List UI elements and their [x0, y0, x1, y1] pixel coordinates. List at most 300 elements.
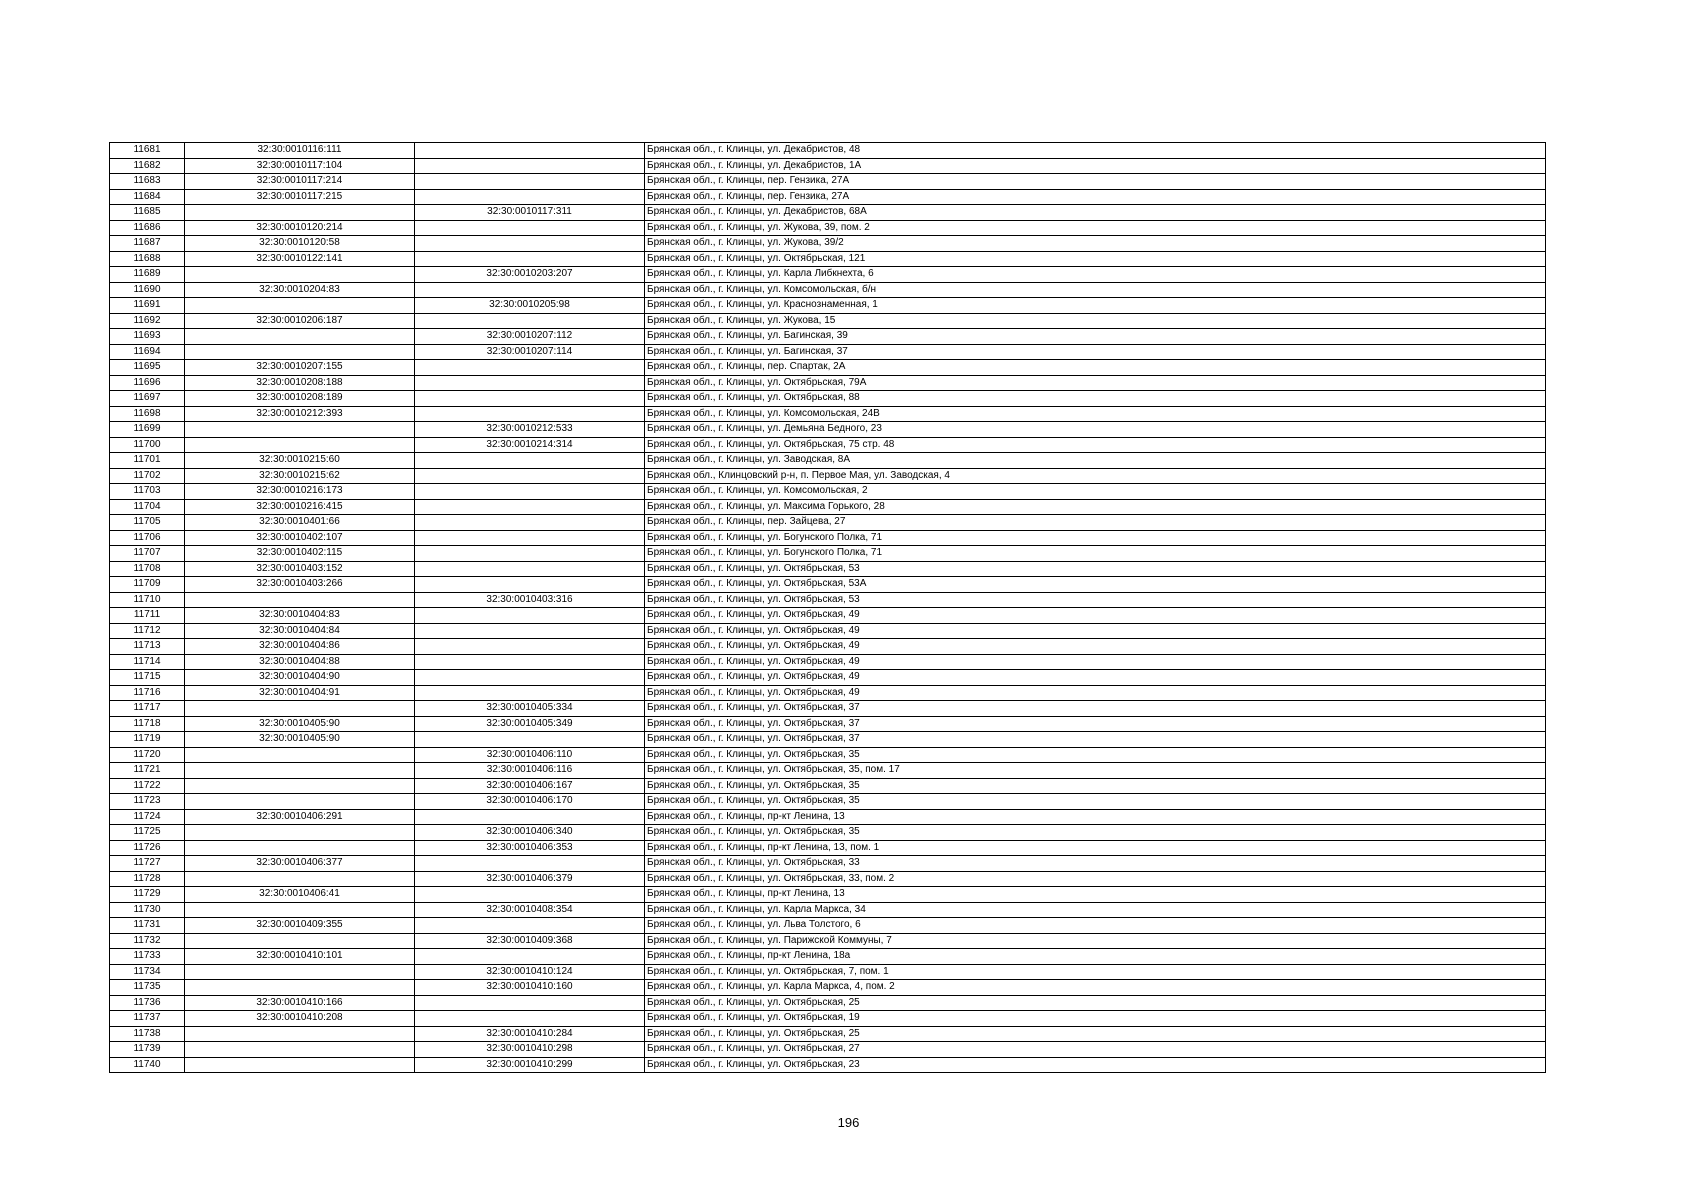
row-number-cell: 11733 — [110, 949, 185, 965]
cadastral-number-cell: 32:30:0010404:91 — [185, 685, 415, 701]
table-row — [110, 329, 1546, 345]
row-number-cell: 11686 — [110, 220, 185, 236]
address-cell: Брянская обл., г. Клинцы, ул. Октябрьская, 49 — [645, 623, 1546, 639]
table-row — [110, 1011, 1546, 1027]
row-number-cell: 11711 — [110, 608, 185, 624]
cadastral-number-secondary-cell: 32:30:0010410:160 — [415, 980, 645, 996]
table-row — [110, 670, 1546, 686]
cadastral-number-cell — [185, 747, 415, 763]
cadastral-number-cell: 32:30:0010117:215 — [185, 189, 415, 205]
address-cell: Брянская обл., г. Клинцы, ул. Октябрьская, 7, пом. 1 — [645, 964, 1546, 980]
row-number-cell: 11721 — [110, 763, 185, 779]
address-cell: Брянская обл., г. Клинцы, ул. Октябрьская, 49 — [645, 608, 1546, 624]
table-row — [110, 809, 1546, 825]
row-number-cell: 11700 — [110, 437, 185, 453]
row-number-cell: 11713 — [110, 639, 185, 655]
cadastral-number-secondary-cell: 32:30:0010410:299 — [415, 1057, 645, 1073]
address-cell: Брянская обл., г. Клинцы, ул. Октябрьская, 79А — [645, 375, 1546, 391]
row-number-cell: 11730 — [110, 902, 185, 918]
cadastral-number-secondary-cell — [415, 468, 645, 484]
table-row — [110, 887, 1546, 903]
cadastral-number-secondary-cell — [415, 484, 645, 500]
row-number-cell: 11709 — [110, 577, 185, 593]
address-cell: Брянская обл., г. Клинцы, ул. Заводская, 8А — [645, 453, 1546, 469]
cadastral-number-cell: 32:30:0010207:155 — [185, 360, 415, 376]
table-row — [110, 933, 1546, 949]
cadastral-number-secondary-cell — [415, 577, 645, 593]
row-number-cell: 11691 — [110, 298, 185, 314]
row-number-cell: 11687 — [110, 236, 185, 252]
table-row — [110, 840, 1546, 856]
row-number-cell: 11690 — [110, 282, 185, 298]
row-number-cell: 11728 — [110, 871, 185, 887]
cadastral-number-secondary-cell: 32:30:0010403:316 — [415, 592, 645, 608]
cadastral-number-cell: 32:30:0010406:291 — [185, 809, 415, 825]
table-row — [110, 856, 1546, 872]
cadastral-number-cell: 32:30:0010405:90 — [185, 716, 415, 732]
address-cell: Брянская обл., г. Клинцы, ул. Октябрьская, 33 — [645, 856, 1546, 872]
cadastral-number-cell: 32:30:0010117:104 — [185, 158, 415, 174]
cadastral-number-secondary-cell — [415, 1011, 645, 1027]
address-cell: Брянская обл., г. Клинцы, ул. Жукова, 39/2 — [645, 236, 1546, 252]
table-row — [110, 344, 1546, 360]
cadastral-number-cell: 32:30:0010208:188 — [185, 375, 415, 391]
table-row — [110, 608, 1546, 624]
table-row — [110, 964, 1546, 980]
table-row — [110, 313, 1546, 329]
cadastral-number-secondary-cell — [415, 887, 645, 903]
cadastral-number-cell — [185, 1057, 415, 1073]
cadastral-number-secondary-cell — [415, 143, 645, 159]
table-row — [110, 1026, 1546, 1042]
table-row — [110, 825, 1546, 841]
address-cell: Брянская обл., г. Клинцы, пер. Гензика, 27А — [645, 189, 1546, 205]
row-number-cell: 11731 — [110, 918, 185, 934]
row-number-cell: 11722 — [110, 778, 185, 794]
row-number-cell: 11705 — [110, 515, 185, 531]
cadastral-number-cell: 32:30:0010404:90 — [185, 670, 415, 686]
address-cell: Брянская обл., г. Клинцы, ул. Краснознаменная, 1 — [645, 298, 1546, 314]
address-cell: Брянская обл., г. Клинцы, пр-кт Ленина, 13, пом. 1 — [645, 840, 1546, 856]
cadastral-number-secondary-cell — [415, 499, 645, 515]
row-number-cell: 11692 — [110, 313, 185, 329]
row-number-cell: 11716 — [110, 685, 185, 701]
cadastral-number-secondary-cell: 32:30:0010410:284 — [415, 1026, 645, 1042]
address-cell: Брянская обл., г. Клинцы, ул. Богунского Полка, 71 — [645, 530, 1546, 546]
address-cell: Брянская обл., г. Клинцы, ул. Декабристов, 68А — [645, 205, 1546, 221]
row-number-cell: 11724 — [110, 809, 185, 825]
table-row — [110, 763, 1546, 779]
row-number-cell: 11735 — [110, 980, 185, 996]
cadastral-number-cell — [185, 902, 415, 918]
cadastral-number-cell — [185, 205, 415, 221]
cadastral-number-cell: 32:30:0010204:83 — [185, 282, 415, 298]
address-cell: Брянская обл., г. Клинцы, ул. Демьяна Бедного, 23 — [645, 422, 1546, 438]
cadastral-number-cell — [185, 871, 415, 887]
row-number-cell: 11689 — [110, 267, 185, 283]
address-cell: Брянская обл., г. Клинцы, ул. Октябрьская, 53 — [645, 592, 1546, 608]
address-cell: Брянская обл., г. Клинцы, пр-кт Ленина, 13 — [645, 809, 1546, 825]
table-row — [110, 282, 1546, 298]
row-number-cell: 11725 — [110, 825, 185, 841]
table-row — [110, 732, 1546, 748]
table-row — [110, 577, 1546, 593]
table-row — [110, 406, 1546, 422]
cadastral-number-cell: 32:30:0010405:90 — [185, 732, 415, 748]
table-row — [110, 205, 1546, 221]
cadastral-number-secondary-cell — [415, 670, 645, 686]
cadastral-number-cell — [185, 933, 415, 949]
cadastral-number-secondary-cell — [415, 918, 645, 934]
address-cell: Брянская обл., г. Клинцы, ул. Парижской Коммуны, 7 — [645, 933, 1546, 949]
row-number-cell: 11688 — [110, 251, 185, 267]
address-cell: Брянская обл., г. Клинцы, ул. Декабристов, 48 — [645, 143, 1546, 159]
table-row — [110, 174, 1546, 190]
table-row — [110, 701, 1546, 717]
cadastral-number-cell — [185, 1042, 415, 1058]
cadastral-number-secondary-cell: 32:30:0010214:314 — [415, 437, 645, 453]
cadastral-number-cell: 32:30:0010406:41 — [185, 887, 415, 903]
cadastral-number-secondary-cell — [415, 313, 645, 329]
address-cell: Брянская обл., г. Клинцы, ул. Льва Толстого, 6 — [645, 918, 1546, 934]
cadastral-number-secondary-cell — [415, 375, 645, 391]
cadastral-number-secondary-cell: 32:30:0010409:368 — [415, 933, 645, 949]
cadastral-number-secondary-cell — [415, 236, 645, 252]
cadastral-number-secondary-cell — [415, 995, 645, 1011]
table-row — [110, 654, 1546, 670]
address-cell: Брянская обл., г. Клинцы, ул. Богунского Полка, 71 — [645, 546, 1546, 562]
cadastral-number-secondary-cell — [415, 220, 645, 236]
address-cell: Брянская обл., г. Клинцы, ул. Октябрьская, 37 — [645, 701, 1546, 717]
table-row — [110, 220, 1546, 236]
address-cell: Брянская обл., г. Клинцы, ул. Багинская, 37 — [645, 344, 1546, 360]
cadastral-number-secondary-cell: 32:30:0010207:112 — [415, 329, 645, 345]
cadastral-number-secondary-cell — [415, 732, 645, 748]
row-number-cell: 11704 — [110, 499, 185, 515]
cadastral-number-cell: 32:30:0010215:62 — [185, 468, 415, 484]
registry-table-body — [110, 143, 1546, 1073]
cadastral-number-secondary-cell: 32:30:0010406:379 — [415, 871, 645, 887]
cadastral-number-cell: 32:30:0010122:141 — [185, 251, 415, 267]
cadastral-number-cell — [185, 1026, 415, 1042]
cadastral-number-secondary-cell: 32:30:0010410:124 — [415, 964, 645, 980]
table-row — [110, 871, 1546, 887]
cadastral-number-secondary-cell — [415, 453, 645, 469]
row-number-cell: 11706 — [110, 530, 185, 546]
address-cell: Брянская обл., г. Клинцы, ул. Октябрьская, 49 — [645, 670, 1546, 686]
cadastral-number-cell — [185, 794, 415, 810]
address-cell: Брянская обл., г. Клинцы, ул. Октябрьская, 49 — [645, 639, 1546, 655]
cadastral-number-secondary-cell — [415, 174, 645, 190]
address-cell: Брянская обл., г. Клинцы, ул. Октябрьская, 35 — [645, 778, 1546, 794]
address-cell: Брянская обл., г. Клинцы, ул. Октябрьская, 37 — [645, 716, 1546, 732]
address-cell: Брянская обл., г. Клинцы, пер. Гензика, 27А — [645, 174, 1546, 190]
table-row — [110, 592, 1546, 608]
cadastral-number-cell: 32:30:0010402:115 — [185, 546, 415, 562]
table-row — [110, 158, 1546, 174]
table-row — [110, 561, 1546, 577]
cadastral-number-secondary-cell — [415, 949, 645, 965]
table-row — [110, 1057, 1546, 1073]
table-row — [110, 422, 1546, 438]
page-number: 196 — [837, 1115, 860, 1130]
cadastral-number-cell — [185, 329, 415, 345]
row-number-cell: 11703 — [110, 484, 185, 500]
cadastral-number-cell — [185, 840, 415, 856]
table-row — [110, 484, 1546, 500]
cadastral-number-cell: 32:30:0010206:187 — [185, 313, 415, 329]
table-row — [110, 515, 1546, 531]
row-number-cell: 11736 — [110, 995, 185, 1011]
cadastral-number-secondary-cell — [415, 623, 645, 639]
table-row — [110, 236, 1546, 252]
address-cell: Брянская обл., г. Клинцы, пр-кт Ленина, 13 — [645, 887, 1546, 903]
address-cell: Брянская обл., г. Клинцы, ул. Максима Горького, 28 — [645, 499, 1546, 515]
address-cell: Брянская обл., г. Клинцы, ул. Октябрьская, 35 — [645, 747, 1546, 763]
row-number-cell: 11715 — [110, 670, 185, 686]
cadastral-number-secondary-cell: 32:30:0010405:334 — [415, 701, 645, 717]
cadastral-number-secondary-cell: 32:30:0010203:207 — [415, 267, 645, 283]
address-cell: Брянская обл., г. Клинцы, ул. Октябрьская, 49 — [645, 654, 1546, 670]
row-number-cell: 11696 — [110, 375, 185, 391]
address-cell: Брянская обл., г. Клинцы, ул. Октябрьская, 88 — [645, 391, 1546, 407]
cadastral-number-secondary-cell: 32:30:0010406:170 — [415, 794, 645, 810]
cadastral-number-secondary-cell — [415, 809, 645, 825]
address-cell: Брянская обл., г. Клинцы, ул. Октябрьская, 53 — [645, 561, 1546, 577]
address-cell: Брянская обл., г. Клинцы, ул. Октябрьская, 19 — [645, 1011, 1546, 1027]
table-row — [110, 918, 1546, 934]
cadastral-number-cell: 32:30:0010216:415 — [185, 499, 415, 515]
cadastral-number-cell: 32:30:0010120:58 — [185, 236, 415, 252]
table-row — [110, 623, 1546, 639]
address-cell: Брянская обл., г. Клинцы, ул. Комсомольская, 24В — [645, 406, 1546, 422]
row-number-cell: 11684 — [110, 189, 185, 205]
address-cell: Брянская обл., г. Клинцы, ул. Октябрьская, 49 — [645, 685, 1546, 701]
address-cell: Брянская обл., Клинцовский р-н, п. Первое Мая, ул. Заводская, 4 — [645, 468, 1546, 484]
row-number-cell: 11718 — [110, 716, 185, 732]
row-number-cell: 11707 — [110, 546, 185, 562]
address-cell: Брянская обл., г. Клинцы, ул. Жукова, 15 — [645, 313, 1546, 329]
address-cell: Брянская обл., г. Клинцы, ул. Декабристов, 1А — [645, 158, 1546, 174]
address-cell: Брянская обл., г. Клинцы, пер. Зайцева, 27 — [645, 515, 1546, 531]
table-row — [110, 546, 1546, 562]
cadastral-number-secondary-cell — [415, 189, 645, 205]
row-number-cell: 11740 — [110, 1057, 185, 1073]
cadastral-number-cell: 32:30:0010409:355 — [185, 918, 415, 934]
cadastral-number-cell — [185, 763, 415, 779]
row-number-cell: 11708 — [110, 561, 185, 577]
address-cell: Брянская обл., г. Клинцы, ул. Октябрьская, 25 — [645, 995, 1546, 1011]
cadastral-number-cell: 32:30:0010404:84 — [185, 623, 415, 639]
cadastral-number-cell: 32:30:0010208:189 — [185, 391, 415, 407]
row-number-cell: 11685 — [110, 205, 185, 221]
cadastral-number-secondary-cell — [415, 158, 645, 174]
cadastral-number-cell: 32:30:0010401:66 — [185, 515, 415, 531]
row-number-cell: 11683 — [110, 174, 185, 190]
cadastral-number-cell: 32:30:0010116:111 — [185, 143, 415, 159]
address-cell: Брянская обл., г. Клинцы, ул. Октябрьская, 35, пом. 17 — [645, 763, 1546, 779]
cadastral-number-secondary-cell: 32:30:0010410:298 — [415, 1042, 645, 1058]
table-row — [110, 298, 1546, 314]
row-number-cell: 11693 — [110, 329, 185, 345]
row-number-cell: 11732 — [110, 933, 185, 949]
row-number-cell: 11699 — [110, 422, 185, 438]
address-cell: Брянская обл., г. Клинцы, ул. Жукова, 39, пом. 2 — [645, 220, 1546, 236]
row-number-cell: 11712 — [110, 623, 185, 639]
row-number-cell: 11697 — [110, 391, 185, 407]
cadastral-number-secondary-cell — [415, 251, 645, 267]
cadastral-number-secondary-cell — [415, 639, 645, 655]
address-cell: Брянская обл., г. Клинцы, ул. Октябрьская, 53А — [645, 577, 1546, 593]
cadastral-number-cell: 32:30:0010410:208 — [185, 1011, 415, 1027]
cadastral-number-secondary-cell: 32:30:0010406:353 — [415, 840, 645, 856]
table-row — [110, 360, 1546, 376]
cadastral-number-cell — [185, 298, 415, 314]
row-number-cell: 11694 — [110, 344, 185, 360]
address-cell: Брянская обл., г. Клинцы, пер. Спартак, 2А — [645, 360, 1546, 376]
cadastral-number-cell: 32:30:0010410:101 — [185, 949, 415, 965]
row-number-cell: 11682 — [110, 158, 185, 174]
cadastral-number-secondary-cell — [415, 546, 645, 562]
table-row — [110, 453, 1546, 469]
table-row — [110, 794, 1546, 810]
row-number-cell: 11727 — [110, 856, 185, 872]
table-row — [110, 437, 1546, 453]
row-number-cell: 11739 — [110, 1042, 185, 1058]
address-cell: Брянская обл., г. Клинцы, ул. Октябрьская, 37 — [645, 732, 1546, 748]
address-cell: Брянская обл., г. Клинцы, ул. Октябрьская, 75 стр. 48 — [645, 437, 1546, 453]
cadastral-number-cell — [185, 437, 415, 453]
address-cell: Брянская обл., г. Клинцы, ул. Багинская, 39 — [645, 329, 1546, 345]
address-cell: Брянская обл., г. Клинцы, ул. Октябрьская, 27 — [645, 1042, 1546, 1058]
cadastral-number-cell: 32:30:0010212:393 — [185, 406, 415, 422]
cadastral-number-cell — [185, 964, 415, 980]
address-cell: Брянская обл., г. Клинцы, ул. Комсомольская, 2 — [645, 484, 1546, 500]
row-number-cell: 11710 — [110, 592, 185, 608]
cadastral-number-secondary-cell: 32:30:0010405:349 — [415, 716, 645, 732]
address-cell: Брянская обл., г. Клинцы, ул. Октябрьская, 25 — [645, 1026, 1546, 1042]
table-row — [110, 778, 1546, 794]
cadastral-number-secondary-cell — [415, 360, 645, 376]
cadastral-number-cell: 32:30:0010216:173 — [185, 484, 415, 500]
cadastral-number-secondary-cell — [415, 608, 645, 624]
row-number-cell: 11726 — [110, 840, 185, 856]
row-number-cell: 11738 — [110, 1026, 185, 1042]
address-cell: Брянская обл., г. Клинцы, ул. Октябрьская, 35 — [645, 825, 1546, 841]
cadastral-number-cell — [185, 701, 415, 717]
cadastral-number-secondary-cell: 32:30:0010406:167 — [415, 778, 645, 794]
table-row — [110, 391, 1546, 407]
address-cell: Брянская обл., г. Клинцы, ул. Октябрьская, 121 — [645, 251, 1546, 267]
cadastral-number-cell — [185, 778, 415, 794]
cadastral-number-cell: 32:30:0010404:83 — [185, 608, 415, 624]
table-row — [110, 143, 1546, 159]
table-row — [110, 530, 1546, 546]
cadastral-number-secondary-cell — [415, 685, 645, 701]
cadastral-number-secondary-cell — [415, 856, 645, 872]
row-number-cell: 11729 — [110, 887, 185, 903]
table-row — [110, 995, 1546, 1011]
table-row — [110, 747, 1546, 763]
table-row — [110, 1042, 1546, 1058]
cadastral-number-cell: 32:30:0010117:214 — [185, 174, 415, 190]
cadastral-number-cell — [185, 267, 415, 283]
cadastral-number-cell: 32:30:0010406:377 — [185, 856, 415, 872]
cadastral-number-cell: 32:30:0010215:60 — [185, 453, 415, 469]
cadastral-number-secondary-cell — [415, 654, 645, 670]
row-number-cell: 11714 — [110, 654, 185, 670]
address-cell: Брянская обл., г. Клинцы, ул. Октябрьская, 35 — [645, 794, 1546, 810]
row-number-cell: 11719 — [110, 732, 185, 748]
cadastral-number-cell: 32:30:0010410:166 — [185, 995, 415, 1011]
cadastral-number-secondary-cell: 32:30:0010406:340 — [415, 825, 645, 841]
cadastral-number-cell — [185, 344, 415, 360]
row-number-cell: 11702 — [110, 468, 185, 484]
cadastral-number-secondary-cell: 32:30:0010212:533 — [415, 422, 645, 438]
table-row — [110, 685, 1546, 701]
table-row — [110, 251, 1546, 267]
row-number-cell: 11734 — [110, 964, 185, 980]
row-number-cell: 11737 — [110, 1011, 185, 1027]
table-row — [110, 949, 1546, 965]
cadastral-number-cell — [185, 980, 415, 996]
table-row — [110, 375, 1546, 391]
address-cell: Брянская обл., г. Клинцы, ул. Комсомольская, б/н — [645, 282, 1546, 298]
cadastral-number-secondary-cell — [415, 282, 645, 298]
cadastral-number-secondary-cell: 32:30:0010408:354 — [415, 902, 645, 918]
cadastral-number-secondary-cell: 32:30:0010205:98 — [415, 298, 645, 314]
row-number-cell: 11695 — [110, 360, 185, 376]
cadastral-number-secondary-cell: 32:30:0010117:311 — [415, 205, 645, 221]
table-row — [110, 716, 1546, 732]
address-cell: Брянская обл., г. Клинцы, пр-кт Ленина, 18а — [645, 949, 1546, 965]
cadastral-number-secondary-cell: 32:30:0010207:114 — [415, 344, 645, 360]
cadastral-number-cell: 32:30:0010120:214 — [185, 220, 415, 236]
cadastral-number-cell — [185, 592, 415, 608]
table-row — [110, 267, 1546, 283]
cadastral-number-cell: 32:30:0010404:88 — [185, 654, 415, 670]
cadastral-number-secondary-cell — [415, 515, 645, 531]
cadastral-number-cell — [185, 422, 415, 438]
table-row — [110, 980, 1546, 996]
address-cell: Брянская обл., г. Клинцы, ул. Карла Маркса, 34 — [645, 902, 1546, 918]
row-number-cell: 11698 — [110, 406, 185, 422]
address-cell: Брянская обл., г. Клинцы, ул. Октябрьская, 23 — [645, 1057, 1546, 1073]
cadastral-number-cell: 32:30:0010403:152 — [185, 561, 415, 577]
cadastral-number-cell: 32:30:0010402:107 — [185, 530, 415, 546]
table-row — [110, 468, 1546, 484]
cadastral-number-cell: 32:30:0010404:86 — [185, 639, 415, 655]
row-number-cell: 11717 — [110, 701, 185, 717]
table-row — [110, 902, 1546, 918]
row-number-cell: 11701 — [110, 453, 185, 469]
cadastral-number-secondary-cell — [415, 561, 645, 577]
cadastral-number-cell: 32:30:0010403:266 — [185, 577, 415, 593]
table-row — [110, 639, 1546, 655]
cadastral-number-secondary-cell — [415, 530, 645, 546]
address-cell: Брянская обл., г. Клинцы, ул. Карла Маркса, 4, пом. 2 — [645, 980, 1546, 996]
row-number-cell: 11723 — [110, 794, 185, 810]
table-row — [110, 189, 1546, 205]
row-number-cell: 11681 — [110, 143, 185, 159]
address-cell: Брянская обл., г. Клинцы, ул. Октябрьская, 33, пом. 2 — [645, 871, 1546, 887]
table-row — [110, 499, 1546, 515]
cadastral-number-cell — [185, 825, 415, 841]
cadastral-number-secondary-cell: 32:30:0010406:110 — [415, 747, 645, 763]
registry-table — [109, 142, 1546, 1073]
cadastral-number-secondary-cell: 32:30:0010406:116 — [415, 763, 645, 779]
cadastral-number-secondary-cell — [415, 391, 645, 407]
